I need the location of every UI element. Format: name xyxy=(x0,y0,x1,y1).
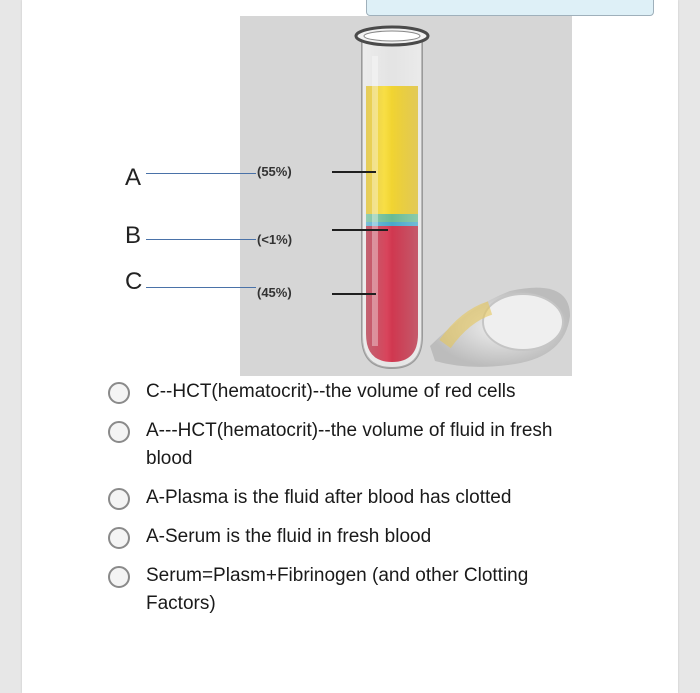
top-info-box xyxy=(366,0,654,16)
option-label: A-Serum is the fluid in fresh blood xyxy=(146,526,432,547)
percent-buffy-coat: (<1%) xyxy=(257,232,293,247)
option-label: A-Plasma is the fluid after blood has clotted xyxy=(146,487,512,508)
radio-button[interactable] xyxy=(108,421,130,443)
question-card xyxy=(22,0,678,693)
option-5[interactable] xyxy=(108,562,598,618)
answer-options xyxy=(108,378,598,629)
leader-line-b xyxy=(146,239,256,240)
leader-line-c xyxy=(146,287,256,288)
option-label: C--HCT(hematocrit)--the volume of red cells xyxy=(146,381,516,402)
option-1[interactable] xyxy=(108,378,598,406)
right-margin xyxy=(678,0,700,693)
option-3[interactable] xyxy=(108,484,598,512)
label-b: B xyxy=(125,222,142,249)
blood-tube-figure xyxy=(240,16,572,376)
leader-line-a xyxy=(146,173,256,174)
radio-button[interactable] xyxy=(108,488,130,510)
option-2[interactable] xyxy=(108,417,598,473)
option-4[interactable] xyxy=(108,523,598,551)
option-label: Serum=Plasm+Fibrinogen (and other Clotting Factors) xyxy=(146,565,529,614)
test-tube-illustration xyxy=(240,16,572,376)
radio-button[interactable] xyxy=(108,566,130,588)
radio-button[interactable] xyxy=(108,527,130,549)
radio-button[interactable] xyxy=(108,382,130,404)
label-a: A xyxy=(125,164,142,191)
percent-plasma: (55%) xyxy=(257,164,292,179)
left-margin xyxy=(0,0,22,693)
percent-red-cells: (45%) xyxy=(257,285,292,300)
label-c: C xyxy=(125,268,143,295)
option-label: A---HCT(hematocrit)--the volume of fluid in fresh blood xyxy=(146,420,553,469)
